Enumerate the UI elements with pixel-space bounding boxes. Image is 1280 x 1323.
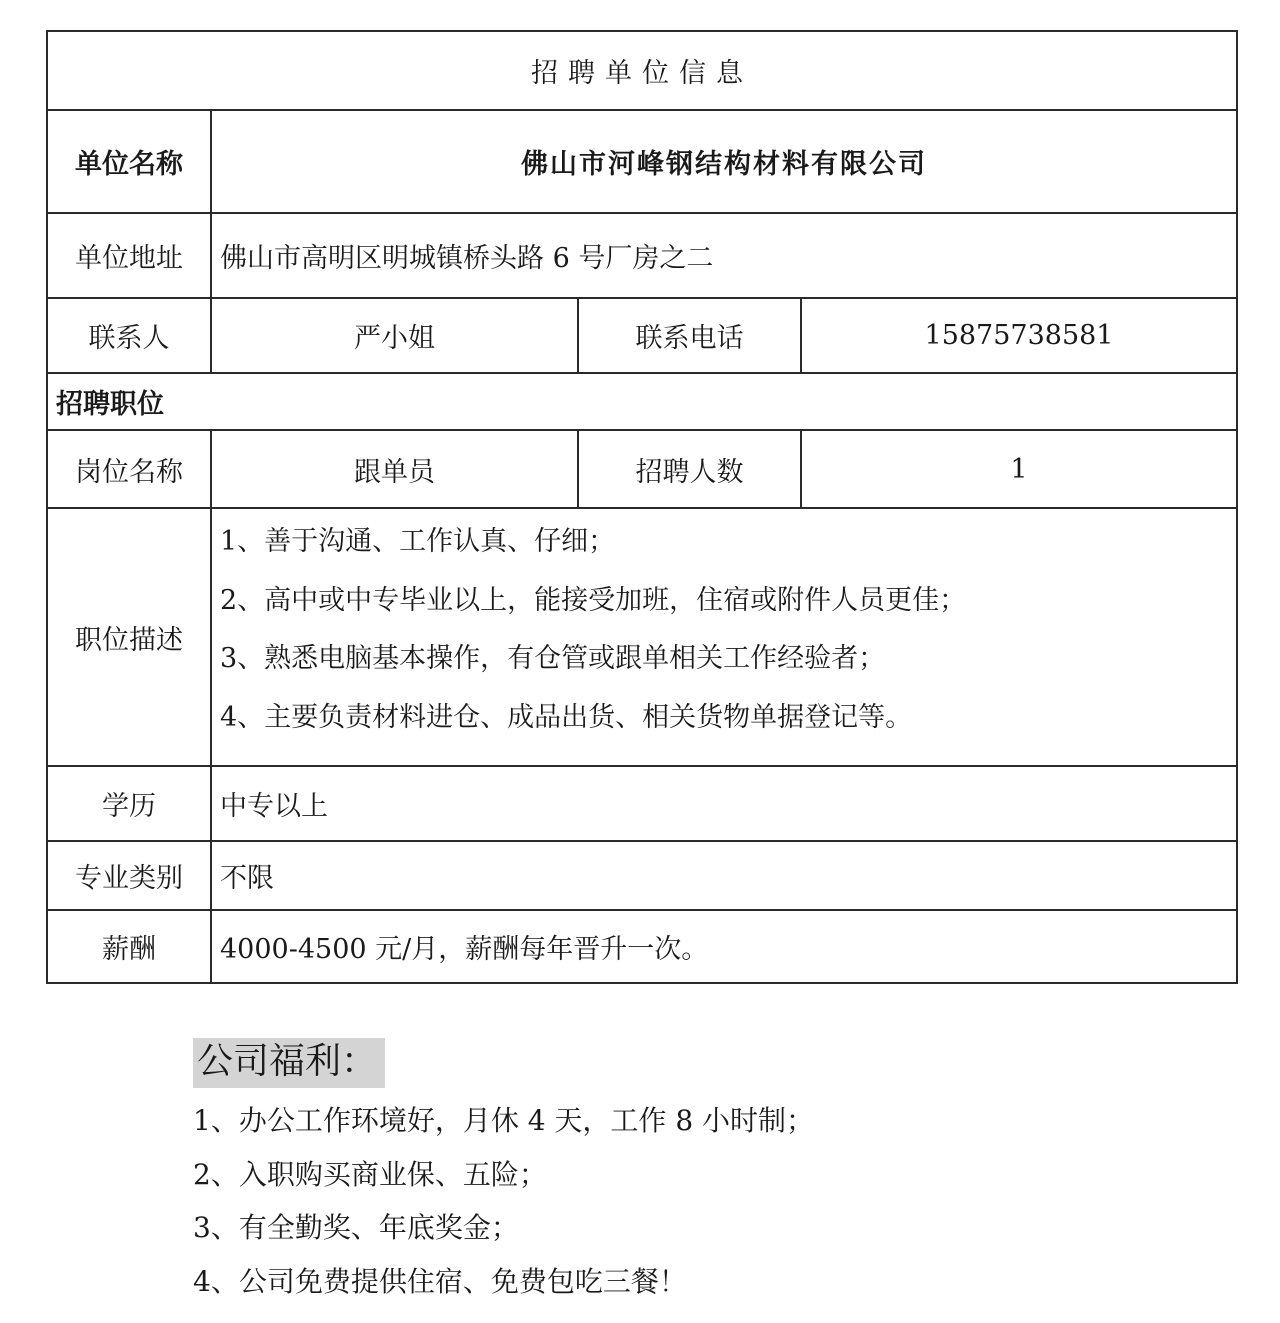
description-item: 4、主要负责材料进仓、成品出货、相关货物单据登记等。 <box>220 701 913 733</box>
benefits-title: 公司福利： <box>193 1038 385 1088</box>
description-item: 1、善于沟通、工作认真、仔细； <box>220 526 616 557</box>
phone-value: 15875738581 <box>801 298 1237 373</box>
major-value: 不限 <box>211 841 1237 910</box>
recruitment-info-table <box>46 30 1238 984</box>
benefit-item: 4、公司免费提供住宿、免费包吃三餐！ <box>193 1264 687 1298</box>
company-name-label: 单位名称 <box>47 110 211 213</box>
description-cell <box>211 508 1237 766</box>
salary-value: 4000-4500 元/月，薪酬每年晋升一次。 <box>211 910 1237 983</box>
major-label: 专业类别 <box>47 841 211 910</box>
positions-header: 招聘职位 <box>47 373 1237 430</box>
education-value: 中专以上 <box>211 766 1237 841</box>
headcount-label: 招聘人数 <box>578 430 801 508</box>
benefits-section <box>193 1038 1193 1308</box>
contact-label: 联系人 <box>47 298 211 373</box>
description-list <box>212 509 1236 765</box>
table-title: 招聘单位信息 <box>47 31 1237 110</box>
description-item: 2、高中或中专毕业以上，能接受加班，住宿或附件人员更佳； <box>220 584 967 616</box>
benefits-list <box>193 1094 1193 1308</box>
position-name-value: 跟单员 <box>211 430 578 508</box>
company-name: 佛山市河峰钢结构材料有限公司 <box>211 110 1237 213</box>
benefit-item: 2、入职购买商业保、五险； <box>193 1157 547 1191</box>
benefit-item: 1、办公工作环境好，月休 4 天，工作 8 小时制； <box>193 1104 815 1137</box>
headcount-value: 1 <box>801 430 1237 508</box>
address-value: 佛山市高明区明城镇桥头路 6 号厂房之二 <box>211 213 1237 298</box>
description-label: 职位描述 <box>47 508 211 766</box>
position-name-label: 岗位名称 <box>47 430 211 508</box>
description-item: 3、熟悉电脑基本操作，有仓管或跟单相关工作经验者； <box>220 643 886 674</box>
address-label: 单位地址 <box>47 213 211 298</box>
education-label: 学历 <box>47 766 211 841</box>
contact-value: 严小姐 <box>211 298 578 373</box>
benefit-item: 3、有全勤奖、年底奖金； <box>193 1211 519 1244</box>
phone-label: 联系电话 <box>578 298 801 373</box>
salary-label: 薪酬 <box>47 910 211 983</box>
